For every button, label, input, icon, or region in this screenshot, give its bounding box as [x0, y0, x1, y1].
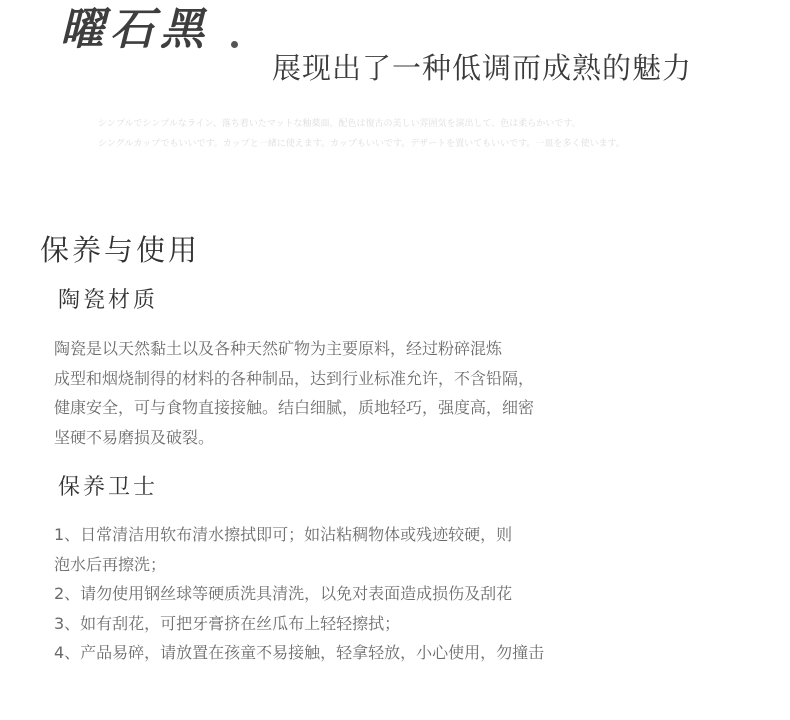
material-line: 健康安全，可与食物直接接触。结白细腻，质地轻巧，强度高，细密 [54, 398, 535, 417]
care-line: 4、产品易碎，请放置在孩童不易接触，轻拿轻放，小心使用，勿撞击 [54, 643, 545, 662]
material-title: 陶瓷材质 [58, 288, 159, 313]
care-line: 1、日常清洁用软布清水擦拭即可；如沾粘稠物体或残迹较硬，则 [54, 525, 513, 544]
faint-text-line: シンプルでシンプルなライン、落ち着いたマットな釉薬面、配色は復古の美しい雰囲気を演出して、色は柔らかいです。 [98, 119, 581, 129]
material-line: 成型和烟烧制得的材料的各种制品，达到行业标准允许，不含铅隔， [54, 368, 535, 388]
section-title: 保养与使用 [40, 233, 201, 267]
material-line: 坚硬不易磨损及破裂。 [54, 427, 215, 447]
care-line: 3、如有刮花，可把牙膏挤在丝瓜布上轻轻擦拭； [54, 613, 401, 633]
faint-text-line: シングルカップでもいいです。カップと一緒に使えます。カップもいいです。デザートを置いてもいいです。一皿を多く使います。 [98, 139, 625, 149]
material-line: 陶瓷是以天然黏土以及各种天然矿物为主要原料，经过粉碎混炼 [54, 339, 503, 358]
care-line: 泡水后再擦洗； [54, 554, 167, 574]
care-instructions [54, 520, 544, 668]
care-line: 2、请勿使用钢丝球等硬质洗具清洗，以免对表面造成损伤及刮花 [54, 584, 513, 603]
tagline: 展现出了一种低调而成熟的魅力 [272, 51, 693, 85]
material-description [54, 334, 534, 452]
brand-title: 曜石黑 [60, 4, 210, 55]
brand-dot [231, 41, 238, 48]
care-title: 保养卫士 [58, 475, 159, 500]
